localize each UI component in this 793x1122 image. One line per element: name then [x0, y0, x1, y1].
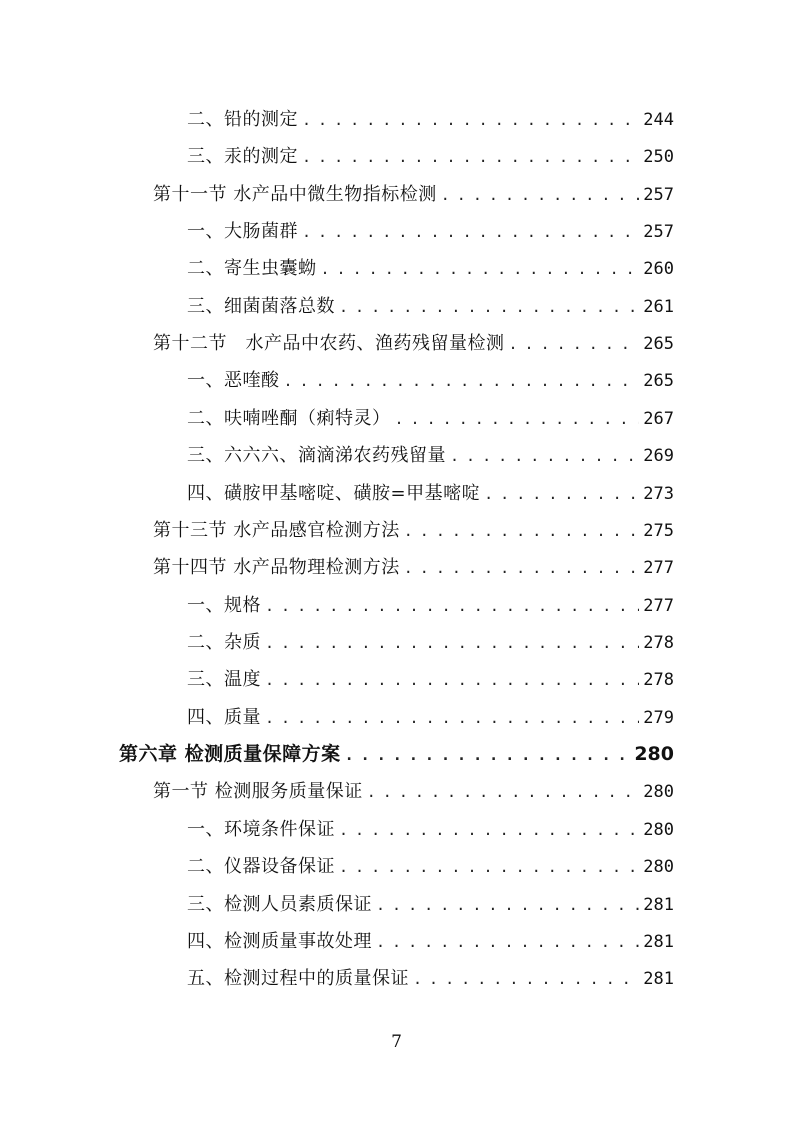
- toc-entry-title: 二、寄生虫囊蚴: [187, 258, 317, 279]
- toc-entry[interactable]: [187, 587, 674, 624]
- toc-entry-page: 279: [643, 708, 674, 728]
- toc-entry-title: 第十三节 水产品感官检测方法: [153, 520, 400, 541]
- toc-entry[interactable]: [187, 886, 674, 923]
- toc-entry-page: 257: [643, 222, 674, 242]
- toc-entry-page: 250: [643, 147, 674, 167]
- toc-entry-title: 一、规格: [187, 595, 261, 616]
- toc-entry-title: 一、大肠菌群: [187, 221, 298, 242]
- toc-entry-title: 三、六六六、滴滴涕农药残留量: [187, 445, 446, 466]
- dot-leader: [441, 177, 640, 214]
- toc-entry-page: 278: [643, 633, 674, 653]
- toc-entry-title: 三、检测人员素质保证: [187, 894, 372, 915]
- toc-entry-title: 第一节 检测服务质量保证: [153, 781, 363, 802]
- toc-entry[interactable]: [187, 923, 674, 960]
- toc-entry-page: 260: [643, 259, 674, 279]
- dot-leader: [413, 961, 639, 998]
- toc-entry[interactable]: [153, 512, 674, 549]
- toc-entry[interactable]: [187, 400, 674, 437]
- toc-entry[interactable]: [187, 960, 674, 997]
- toc-entry-title: 四、磺胺甲基嘧啶、磺胺=甲基嘧啶: [187, 483, 481, 504]
- toc-entry-title: 第十一节 水产品中微生物指标检测: [153, 184, 437, 205]
- dot-leader: [367, 774, 640, 811]
- toc-entry-title: 第六章 检测质量保障方案: [119, 743, 341, 765]
- toc-entry-title: 三、温度: [187, 669, 261, 690]
- dot-leader: [302, 139, 639, 176]
- toc-entry-page: 281: [643, 932, 674, 952]
- dot-leader: [302, 102, 639, 139]
- dot-leader: [302, 214, 639, 251]
- dot-leader: [265, 588, 639, 625]
- toc-entry-title: 五、检测过程中的质量保证: [187, 968, 409, 989]
- toc-entry[interactable]: [187, 101, 674, 138]
- toc-entry-page: 280: [643, 820, 674, 840]
- dot-leader: [450, 438, 639, 475]
- toc-entry-title: 第十二节 水产品中农药、渔药残留量检测: [153, 333, 505, 354]
- toc-entry-title: 二、杂质: [187, 632, 261, 653]
- toc-entry-title: 一、恶喹酸: [187, 370, 280, 391]
- dot-leader: [339, 812, 639, 849]
- toc-entry-title: 四、检测质量事故处理: [187, 931, 372, 952]
- toc-entry-title: 三、汞的测定: [187, 146, 298, 167]
- page-number: 7: [391, 1032, 402, 1052]
- dot-leader: [284, 363, 640, 400]
- toc-entry-page: 267: [643, 409, 674, 429]
- dot-leader: [345, 737, 631, 774]
- dot-leader: [404, 513, 640, 550]
- dot-leader: [376, 887, 639, 924]
- toc-entry-page: 277: [643, 596, 674, 616]
- toc-entry-title: 第十四节 水产品物理检测方法: [153, 557, 400, 578]
- toc-entry[interactable]: [187, 213, 674, 250]
- toc-entry-page: 281: [643, 969, 674, 989]
- dot-leader: [265, 700, 639, 737]
- toc-entry-title: 二、铅的测定: [187, 109, 298, 130]
- dot-leader: [265, 625, 639, 662]
- toc-entry-page: 269: [643, 446, 674, 466]
- toc-entry-page: 275: [643, 521, 674, 541]
- toc-entry-page: 257: [643, 185, 674, 205]
- dot-leader: [321, 251, 640, 288]
- dot-leader: [265, 662, 639, 699]
- toc-entry[interactable]: [187, 362, 674, 399]
- dot-leader: [404, 550, 640, 587]
- dot-leader: [395, 401, 640, 438]
- toc-entry-title: 二、呋喃唑酮（痢特灵）: [187, 408, 391, 429]
- toc-entry[interactable]: [187, 250, 674, 287]
- toc-entry-page: 280: [643, 782, 674, 802]
- toc-entry-page: 281: [643, 895, 674, 915]
- toc-entry-page: 265: [643, 334, 674, 354]
- toc-entry-page: 277: [643, 558, 674, 578]
- toc-entry[interactable]: [153, 773, 674, 810]
- dot-leader: [339, 289, 639, 326]
- toc-entry[interactable]: [187, 811, 674, 848]
- dot-leader: [339, 849, 639, 886]
- toc-entry[interactable]: [187, 661, 674, 698]
- toc-entry[interactable]: [187, 288, 674, 325]
- toc-entry-page: 273: [643, 484, 674, 504]
- dot-leader: [509, 326, 640, 363]
- dot-leader: [376, 924, 639, 961]
- toc-entry[interactable]: [187, 699, 674, 736]
- toc-entry-page: 280: [634, 743, 674, 765]
- toc-entry-title: 三、细菌菌落总数: [187, 296, 335, 317]
- toc-entry-page: 278: [643, 670, 674, 690]
- toc-entry[interactable]: [187, 848, 674, 885]
- toc-entry[interactable]: [187, 138, 674, 175]
- toc-entry-title: 四、质量: [187, 707, 261, 728]
- toc-entry-title: 二、仪器设备保证: [187, 856, 335, 877]
- toc-entry[interactable]: [187, 624, 674, 661]
- toc-entry[interactable]: [153, 176, 674, 213]
- toc-entry[interactable]: [153, 325, 674, 362]
- toc-entry[interactable]: [187, 437, 674, 474]
- toc-entry-page: 244: [643, 110, 674, 130]
- toc-entry-page: 265: [643, 371, 674, 391]
- toc-entry[interactable]: [153, 549, 674, 586]
- toc-entry[interactable]: [187, 475, 674, 512]
- toc-chapter-entry[interactable]: [119, 736, 674, 773]
- toc-entry-page: 280: [643, 857, 674, 877]
- dot-leader: [484, 476, 639, 513]
- toc-entry-title: 一、环境条件保证: [187, 819, 335, 840]
- toc-entry-page: 261: [643, 297, 674, 317]
